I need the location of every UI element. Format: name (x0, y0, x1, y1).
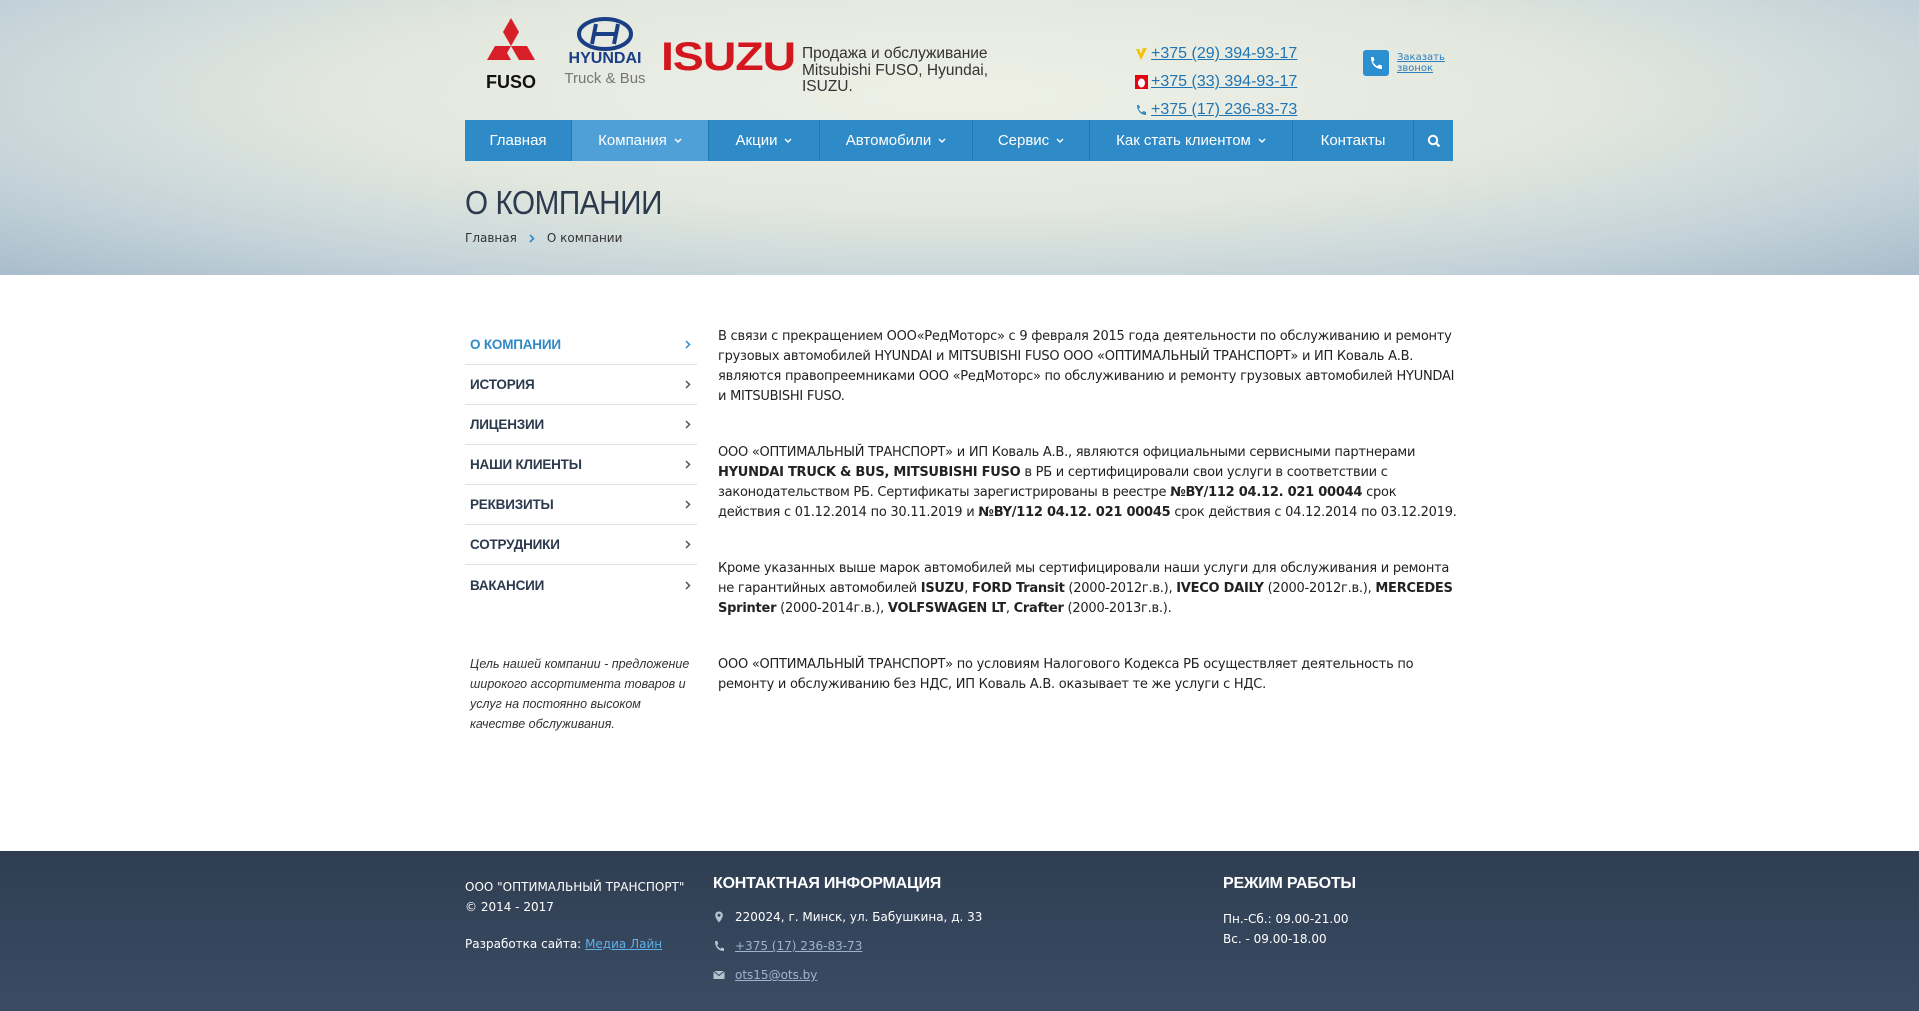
sidebar-item-history[interactable]: ИСТОРИЯ (465, 365, 697, 405)
search-icon (1427, 134, 1441, 148)
isuzu-text: ISUZU (661, 36, 795, 76)
phone-row (1134, 68, 1297, 96)
header-phones (1134, 40, 1297, 124)
chevron-down-icon (1056, 138, 1064, 143)
content-paragraph: ООО «ОПТИМАЛЬНЫЙ ТРАНСПОРТ» и ИП Коваль А.В., являются официальными сервисными партнерами HYUNDAI TRUCK & BUS, MITSUBISHI FUSO в РБ и сертифицировали свои услуги в соответствии с законодательством РБ. Сертификаты зарегистрированы в реестре №BY/112 04.12. 021 00044 срок действия с 01.12.2014 по 30.11.2019 и №BY/112 04.12. 021 00045 срок действия с 04.12.2014 по 03.12.2019. (718, 445, 1457, 520)
chevron-right-icon (685, 581, 691, 590)
isuzu-logo[interactable] (661, 36, 795, 76)
chevron-down-icon (784, 138, 792, 143)
nav-item-contacts[interactable]: Контакты (1293, 120, 1414, 161)
sidebar-menu (465, 325, 697, 605)
sidebar-item-vacancies[interactable]: ВАКАНСИИ (465, 565, 697, 605)
search-button[interactable] (1414, 120, 1453, 161)
phone-icon (713, 940, 725, 952)
footer-phone-link[interactable]: +375 (17) 236-83-73 (735, 939, 863, 953)
mts-icon (1134, 74, 1149, 90)
footer-phone (713, 939, 862, 953)
footer (0, 851, 1919, 1011)
chevron-right-icon (685, 460, 691, 469)
callback-link[interactable]: Заказать звонок (1397, 52, 1445, 74)
content-paragraph: Кроме указанных выше марок автомобилей мы сертифицировали наши услуги для обслуживания и ремонта не гарантийных автомобилей ISUZU, FORD Transit (2000-2012г.в.), IVECO DAILY (2000-2012г.в.), MERCEDES Sprinter (2000-2014г.в.), VOLFSWAGEN LT, Crafter (2000-2013г.в.). (718, 561, 1453, 616)
phone-link-mts[interactable]: +375 (33) 394-93-17 (1151, 73, 1298, 90)
footer-email-link[interactable]: ots15@ots.by (735, 968, 818, 982)
sidebar-item-about[interactable]: О КОМПАНИИ (465, 325, 697, 365)
hyundai-text: HYUNDAI (568, 50, 642, 67)
velcom-icon (1134, 46, 1149, 62)
breadcrumb (465, 231, 622, 245)
sidebar-item-staff[interactable]: СОТРУДНИКИ (465, 525, 697, 565)
chevron-right-icon (685, 500, 691, 509)
hyundai-logo[interactable] (560, 16, 650, 92)
chevron-right-icon (685, 340, 691, 349)
nav-item-home[interactable]: Главная (465, 120, 572, 161)
phone-icon (1368, 55, 1384, 71)
chevron-down-icon (674, 138, 682, 143)
developer-link[interactable]: Медиа Лайн (585, 937, 663, 951)
sidebar-item-requisites[interactable]: РЕКВИЗИТЫ (465, 485, 697, 525)
header-tagline: Продажа и обслуживание Mitsubishi FUSO, Hyundai, ISUZU. (802, 45, 989, 95)
chevron-down-icon (1258, 138, 1266, 143)
chevron-right-icon (685, 420, 691, 429)
footer-email (713, 968, 817, 982)
fuso-text: FUSO (485, 72, 537, 92)
footer-company-name: ООО "ОПТИМАЛЬНЫЙ ТРАНСПОРТ" (465, 880, 685, 894)
sidebar-item-licenses[interactable]: ЛИЦЕНЗИИ (465, 405, 697, 445)
footer-hours (1223, 909, 1349, 949)
nav-item-cars[interactable]: Автомобили (820, 120, 973, 161)
phone-row (1134, 40, 1297, 68)
phone-link-velcom[interactable]: +375 (29) 394-93-17 (1151, 45, 1298, 62)
footer-address: 220024, г. Минск, ул. Бабушкина, д. 33 (713, 910, 982, 924)
fuso-logo[interactable] (475, 16, 547, 92)
nav-item-company[interactable]: Компания (572, 120, 709, 161)
footer-copyright: © 2014 - 2017 (465, 900, 554, 914)
phone-link-landline[interactable]: +375 (17) 236-83-73 (1151, 101, 1298, 118)
breadcrumb-home-link[interactable]: Главная (465, 231, 517, 245)
chevron-right-icon (529, 234, 535, 243)
nav-item-become-client[interactable]: Как стать клиентом (1090, 120, 1293, 161)
breadcrumb-current: О компании (546, 231, 623, 245)
envelope-icon (713, 969, 725, 981)
nav-item-service[interactable]: Сервис (973, 120, 1090, 161)
chevron-right-icon (685, 380, 691, 389)
hyundai-sub-text: Truck & Bus (564, 70, 646, 87)
main-nav (465, 120, 1453, 161)
callback-widget[interactable] (1363, 50, 1447, 76)
phone-icon (1134, 102, 1149, 118)
sidebar-note: Цель нашей компании - предложение широкого ассортимента товаров и услуг на постоянно высоком качестве обслуживания. (470, 657, 690, 731)
footer-contacts-heading: КОНТАКТНАЯ ИНФОРМАЦИЯ (713, 875, 942, 892)
footer-developer: Разработка сайта: Медиа Лайн (465, 937, 663, 951)
footer-hours-heading: РЕЖИМ РАБОТЫ (1223, 875, 1356, 892)
content-paragraph: В связи с прекращением ООО«РедМоторс» с 9 февраля 2015 года деятельности по обслуживанию и ремонту грузовых автомобилей HYUNDAI и MITSUBISHI FUSO ООО «ОПТИМАЛЬНЫЙ ТРАНСПОРТ» и ИП Коваль А.В. являются правопреемниками ООО «РедМоторс» по обслуживанию и ремонту грузовых автомобилей HYUNDAI и MITSUBISHI FUSO. (718, 329, 1455, 404)
main-content (718, 327, 1458, 695)
footer-company (465, 877, 684, 917)
nav-item-promotions[interactable]: Акции (709, 120, 820, 161)
chevron-down-icon (938, 138, 946, 143)
hours-weekday: Пн.-Сб.: 09.00-21.00 (1223, 912, 1349, 926)
content-paragraph: ООО «ОПТИМАЛЬНЫЙ ТРАНСПОРТ» по условиям Налогового Кодекса РБ осуществляет деятельность по ремонту и обслуживанию без НДС, ИП Коваль А.В. оказывает те же услуги с НДС. (718, 657, 1414, 692)
map-marker-icon (713, 911, 725, 923)
page-title: О КОМПАНИИ (465, 184, 662, 221)
chevron-right-icon (685, 540, 691, 549)
callback-button[interactable] (1363, 50, 1389, 76)
hours-sunday: Вс. - 09.00-18.00 (1223, 932, 1327, 946)
sidebar-item-clients[interactable]: НАШИ КЛИЕНТЫ (465, 445, 697, 485)
